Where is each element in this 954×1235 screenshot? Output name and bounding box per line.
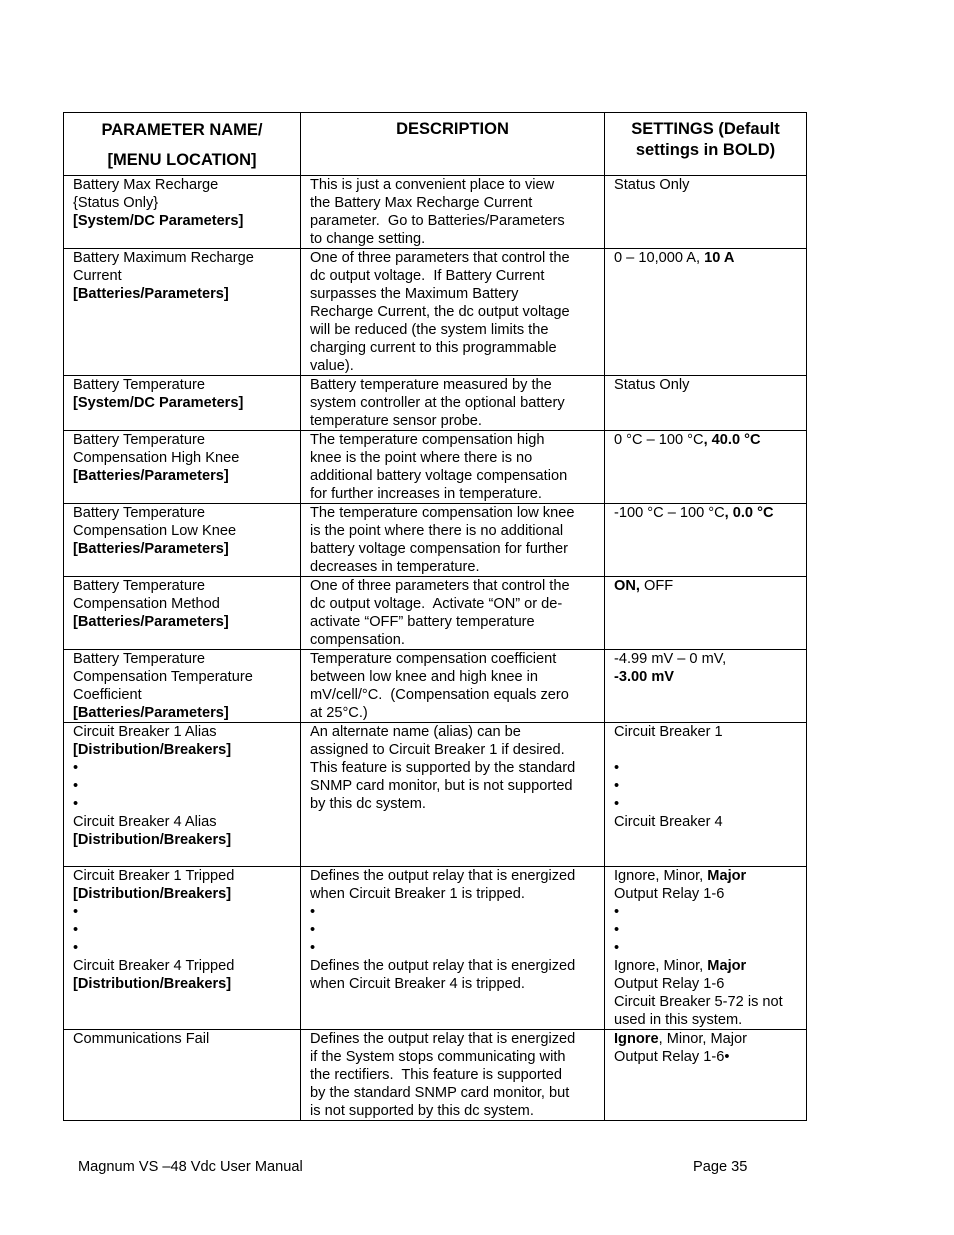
description-line: between low knee and high knee in (310, 669, 538, 685)
parameter-name-line: Communications Fail (73, 1031, 210, 1047)
settings-line: Ignore, Minor, Major (614, 1031, 747, 1047)
settings-cell (605, 431, 807, 504)
description-line: if the System stops communicating with (310, 1049, 566, 1065)
parameter-name-cell (64, 249, 301, 376)
description-line: for further increases in temperature. (310, 486, 542, 502)
description-cell (301, 431, 605, 504)
table-row (64, 431, 807, 504)
description-line: SNMP card monitor, but is not supported (310, 778, 573, 794)
settings-cell (605, 176, 807, 249)
description-line: An alternate name (alias) can be (310, 724, 521, 740)
description-line: by the standard SNMP card monitor, but (310, 1085, 570, 1101)
settings-line: • (614, 760, 620, 776)
settings-line: • (614, 940, 620, 956)
description-line: system controller at the optional battery (310, 395, 565, 411)
description-line: additional battery voltage compensation (310, 468, 568, 484)
description-cell (301, 867, 605, 1030)
parameter-name-cell (64, 577, 301, 650)
description-cell (301, 376, 605, 431)
description-cell (301, 1030, 605, 1121)
parameter-name-line: [Batteries/Parameters] (73, 614, 229, 630)
description-line: Defines the output relay that is energized (310, 1031, 576, 1047)
description-line: • (310, 940, 316, 956)
table-row (64, 504, 807, 577)
parameter-name-line: Battery Temperature (73, 377, 205, 393)
settings-line (614, 741, 800, 759)
parameter-name-line: [Distribution/Breakers] (73, 976, 232, 992)
description-line: Temperature compensation coefficient (310, 651, 557, 667)
parameter-name-line: Battery Max Recharge (73, 177, 219, 193)
settings-line: Circuit Breaker 4 (614, 814, 723, 830)
parameter-name-cell (64, 650, 301, 723)
description-line: activate “OFF” battery temperature (310, 614, 535, 630)
description-line: Defines the output relay that is energized (310, 868, 576, 884)
footer-manual-title: Magnum VS –48 Vdc User Manual (78, 1159, 303, 1175)
parameter-name-line: Circuit Breaker 1 Alias (73, 724, 217, 740)
description-line: decreases in temperature. (310, 559, 480, 575)
parameter-name-line: Battery Temperature (73, 651, 205, 667)
parameter-name-line: Circuit Breaker 4 Tripped (73, 958, 235, 974)
parameter-name-cell (64, 723, 301, 867)
parameter-name-cell (64, 176, 301, 249)
settings-line: • (614, 796, 620, 812)
description-line: This is just a convenient place to view (310, 177, 555, 193)
settings-line: • (614, 778, 620, 794)
parameter-name-line: Circuit Breaker 4 Alias (73, 814, 217, 830)
settings-line: -4.99 mV – 0 mV, (614, 651, 727, 667)
settings-cell (605, 1030, 807, 1121)
description-line: One of three parameters that control the (310, 250, 570, 266)
description-line: battery voltage compensation for further (310, 541, 568, 557)
settings-line: 0 °C – 100 °C, 40.0 °C (614, 432, 761, 448)
parameter-name-line: • (73, 904, 79, 920)
settings-cell (605, 504, 807, 577)
parameter-name-line: [Distribution/Breakers] (73, 832, 232, 848)
header-settings: SETTINGS (Default settings in BOLD) (605, 113, 807, 176)
settings-cell (605, 650, 807, 723)
settings-line: used in this system. (614, 1012, 743, 1028)
settings-cell (605, 867, 807, 1030)
description-line: the rectifiers. This feature is supported (310, 1067, 562, 1083)
parameter-name-line: [System/DC Parameters] (73, 395, 244, 411)
parameter-name-cell (64, 867, 301, 1030)
description-line: dc output voltage. If Battery Current (310, 268, 545, 284)
parameter-name-line: [Batteries/Parameters] (73, 286, 229, 302)
table-row (64, 650, 807, 723)
parameter-name-line: Battery Maximum Recharge (73, 250, 254, 266)
footer-page-number: Page 35 (693, 1159, 748, 1175)
parameter-name-cell (64, 431, 301, 504)
settings-line: Status Only (614, 177, 690, 193)
parameter-name-line: [Distribution/Breakers] (73, 886, 232, 902)
settings-line: • (614, 922, 620, 938)
description-line: The temperature compensation high (310, 432, 545, 448)
settings-cell (605, 577, 807, 650)
description-line: to change setting. (310, 231, 426, 247)
settings-line: -3.00 mV (614, 669, 675, 685)
header-description: DESCRIPTION (301, 113, 605, 176)
parameter-name-line: [Batteries/Parameters] (73, 541, 229, 557)
parameter-name-line: • (73, 778, 79, 794)
parameter-name-cell (64, 504, 301, 577)
description-line: at 25°C.) (310, 705, 368, 721)
parameter-name-line: {Status Only} (73, 195, 159, 211)
table-row (64, 249, 807, 376)
description-line: charging current to this programmable (310, 340, 557, 356)
description-cell (301, 723, 605, 867)
settings-line: Output Relay 1-6 (614, 886, 725, 902)
parameter-name-cell (64, 1030, 301, 1121)
parameter-name-line: • (73, 922, 79, 938)
description-line: mV/cell/°C. (Compensation equals zero (310, 687, 569, 703)
parameter-name-line: Current (73, 268, 122, 284)
parameter-name-line: Compensation High Knee (73, 450, 240, 466)
description-line: is not supported by this dc system. (310, 1103, 534, 1119)
description-line: will be reduced (the system limits the (310, 322, 549, 338)
parameter-name-line: • (73, 796, 79, 812)
table-body (64, 176, 807, 1121)
table-row (64, 577, 807, 650)
parameter-name-line: Compensation Method (73, 596, 220, 612)
settings-cell (605, 249, 807, 376)
settings-line: Circuit Breaker 5-72 is not (614, 994, 783, 1010)
table-row (64, 176, 807, 249)
settings-line: -100 °C – 100 °C, 0.0 °C (614, 505, 774, 521)
settings-cell (605, 376, 807, 431)
description-line: by this dc system. (310, 796, 426, 812)
table-row (64, 376, 807, 431)
settings-line: ON, OFF (614, 578, 674, 594)
settings-line: Circuit Breaker 1 (614, 724, 723, 740)
header-parameter-name: PARAMETER NAME/ [MENU LOCATION] (64, 113, 301, 176)
description-line: temperature sensor probe. (310, 413, 482, 429)
parameter-name-line: Compensation Temperature (73, 669, 253, 685)
settings-line: Ignore, Minor, Major (614, 958, 747, 974)
parameter-name-cell (64, 376, 301, 431)
parameter-name-line: Coefficient (73, 687, 142, 703)
table-row (64, 867, 807, 1030)
description-cell (301, 249, 605, 376)
description-line: One of three parameters that control the (310, 578, 570, 594)
description-cell (301, 577, 605, 650)
description-line: The temperature compensation low knee (310, 505, 575, 521)
table-header-row (64, 113, 807, 176)
description-line: the Battery Max Recharge Current (310, 195, 533, 211)
parameter-name-line: Battery Temperature (73, 505, 205, 521)
description-cell (301, 650, 605, 723)
settings-line: Ignore, Minor, Major (614, 868, 747, 884)
parameter-name-line: • (73, 760, 79, 776)
description-line: when Circuit Breaker 1 is tripped. (310, 886, 525, 902)
description-line: surpasses the Maximum Battery (310, 286, 519, 302)
parameter-name-line: [Batteries/Parameters] (73, 468, 229, 484)
description-line: knee is the point where there is no (310, 450, 533, 466)
description-line: when Circuit Breaker 4 is tripped. (310, 976, 525, 992)
description-line: parameter. Go to Batteries/Parameters (310, 213, 565, 229)
table-row (64, 723, 807, 867)
table-row (64, 1030, 807, 1121)
parameter-name-line: Battery Temperature (73, 578, 205, 594)
settings-line: Output Relay 1-6 (614, 976, 725, 992)
description-line: Defines the output relay that is energized (310, 958, 576, 974)
parameter-name-line: Circuit Breaker 1 Tripped (73, 868, 235, 884)
description-cell (301, 176, 605, 249)
description-line: • (310, 922, 316, 938)
parameter-name-line: Compensation Low Knee (73, 523, 237, 539)
description-line: Recharge Current, the dc output voltage (310, 304, 570, 320)
settings-line: Output Relay 1-6• (614, 1049, 730, 1065)
settings-cell (605, 723, 807, 867)
description-line: Battery temperature measured by the (310, 377, 552, 393)
parameter-name-line: Battery Temperature (73, 432, 205, 448)
description-line: compensation. (310, 632, 405, 648)
parameter-name-line: [Distribution/Breakers] (73, 742, 232, 758)
settings-line: Status Only (614, 377, 690, 393)
description-line: assigned to Circuit Breaker 1 if desired. (310, 742, 565, 758)
description-line: value). (310, 358, 354, 374)
parameter-name-line: [System/DC Parameters] (73, 213, 244, 229)
description-line: This feature is supported by the standard (310, 760, 576, 776)
description-line: is the point where there is no additional (310, 523, 564, 539)
description-cell (301, 504, 605, 577)
settings-line: • (614, 904, 620, 920)
parameter-name-line: • (73, 940, 79, 956)
description-line: • (310, 904, 316, 920)
parameter-name-line: [Batteries/Parameters] (73, 705, 229, 721)
settings-line: 0 – 10,000 A, 10 A (614, 250, 735, 266)
description-line: dc output voltage. Activate “ON” or de- (310, 596, 563, 612)
parameter-table (63, 112, 807, 1121)
